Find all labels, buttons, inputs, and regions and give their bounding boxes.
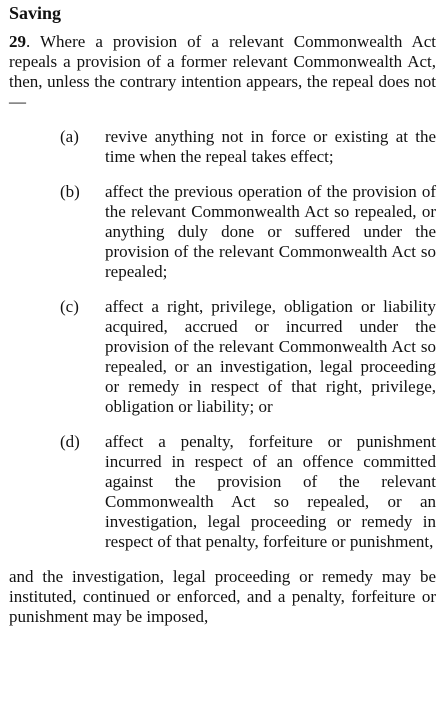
closing-paragraph: and the investigation, legal proceeding or remedy may be instituted, continued or enforced, and a penalty, forfeiture or punishment may be imposed,: [9, 567, 436, 626]
clause-text: revive anything not in force or existing at the time when the repeal takes effect;: [105, 127, 436, 166]
clause-text: affect a penalty, forfeiture or punishment incurred in respect of an offence committed against the provision of the relevant Commonwealth Act so repealed, or an investigation, legal proceeding or remedy in respect of that penalty, forfeiture or punishment,: [105, 432, 436, 551]
clause-text: affect the previous operation of the provision of the relevant Commonwealth Act so repealed, or anything duly done or suffered under the provision of the relevant Commonwealth Act so repealed;: [105, 182, 436, 281]
clause-d: [9, 432, 436, 552]
section-number-suffix: .: [26, 32, 31, 51]
section-number: 29: [9, 32, 26, 51]
clause-label: (d): [60, 432, 80, 451]
clause-b: [9, 182, 436, 282]
section-intro-paragraph: [9, 32, 436, 112]
clause-label: (a): [60, 127, 79, 146]
clause-c: [9, 297, 436, 417]
clause-label: (b): [60, 182, 80, 201]
section-heading: Saving: [9, 3, 62, 23]
clause-text: affect a right, privilege, obligation or liability acquired, accrued or incurred under the provision of the relevant Commonwealth Act so repealed, or an investigation, legal proceeding or remedy in respect of that right, privilege, obligation or liability; or: [105, 297, 436, 416]
clause-label: (c): [60, 297, 79, 316]
document-page: [9, 2, 436, 627]
section-intro-text: Where a provision of a relevant Commonwealth Act repeals a provision of a former relevant Commonwealth Act, then, unless the contrary intention appears, the repeal does not—: [9, 32, 436, 111]
clause-a: [9, 127, 436, 167]
